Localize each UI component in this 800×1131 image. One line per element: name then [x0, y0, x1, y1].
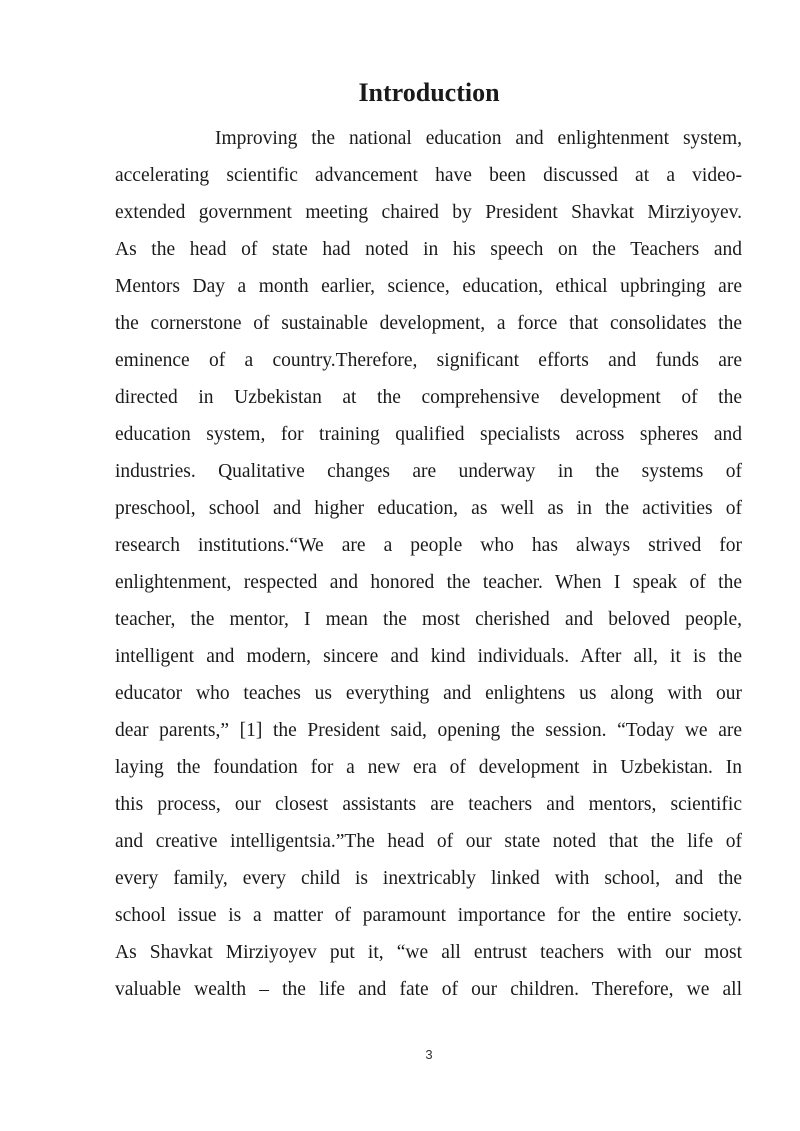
body-paragraph [115, 120, 742, 1008]
text-line: Mentors Day a month earlier, science, education, ethical upbringing are [115, 276, 742, 297]
text-line: preschool, school and higher education, as well as in the activities of [115, 498, 742, 519]
text-line: dear parents,” [1] the President said, opening the session. “Today we are [115, 720, 742, 741]
text-line: laying the foundation for a new era of development in Uzbekistan. In [115, 757, 742, 778]
text-line: valuable wealth – the life and fate of our children. Therefore, we all [115, 979, 742, 1000]
text-line: and creative intelligentsia.”The head of our state noted that the life of [115, 831, 742, 852]
text-line: industries. Qualitative changes are underway in the systems of [115, 461, 742, 482]
text-line: enlightenment, respected and honored the teacher. When I speak of the [115, 572, 742, 593]
text-line: research institutions.“We are a people who has always strived for [115, 535, 742, 556]
text-line: Improving the national education and enlightenment system, [215, 128, 742, 149]
text-line: accelerating scientific advancement have been discussed at a video- [115, 165, 742, 186]
page-number: 3 [425, 1047, 433, 1062]
text-line: this process, our closest assistants are teachers and mentors, scientific [115, 794, 742, 815]
text-line: every family, every child is inextricably linked with school, and the [115, 868, 742, 889]
text-line: the cornerstone of sustainable development, a force that consolidates the [115, 313, 742, 334]
text-line: extended government meeting chaired by President Shavkat Mirziyoyev. [115, 202, 742, 223]
text-line: teacher, the mentor, I mean the most cherished and beloved people, [115, 609, 742, 630]
text-line: directed in Uzbekistan at the comprehensive development of the [115, 387, 742, 408]
page-title: Introduction [358, 78, 500, 107]
text-line: eminence of a country.Therefore, significant efforts and funds are [115, 350, 742, 371]
text-line: school issue is a matter of paramount importance for the entire society. [115, 905, 742, 926]
text-line: educator who teaches us everything and enlightens us along with our [115, 683, 742, 704]
text-line: As Shavkat Mirziyoyev put it, “we all entrust teachers with our most [115, 942, 742, 963]
text-line: intelligent and modern, sincere and kind individuals. After all, it is the [115, 646, 742, 667]
text-line: education system, for training qualified specialists across spheres and [115, 424, 742, 445]
text-line: As the head of state had noted in his speech on the Teachers and [115, 239, 742, 260]
